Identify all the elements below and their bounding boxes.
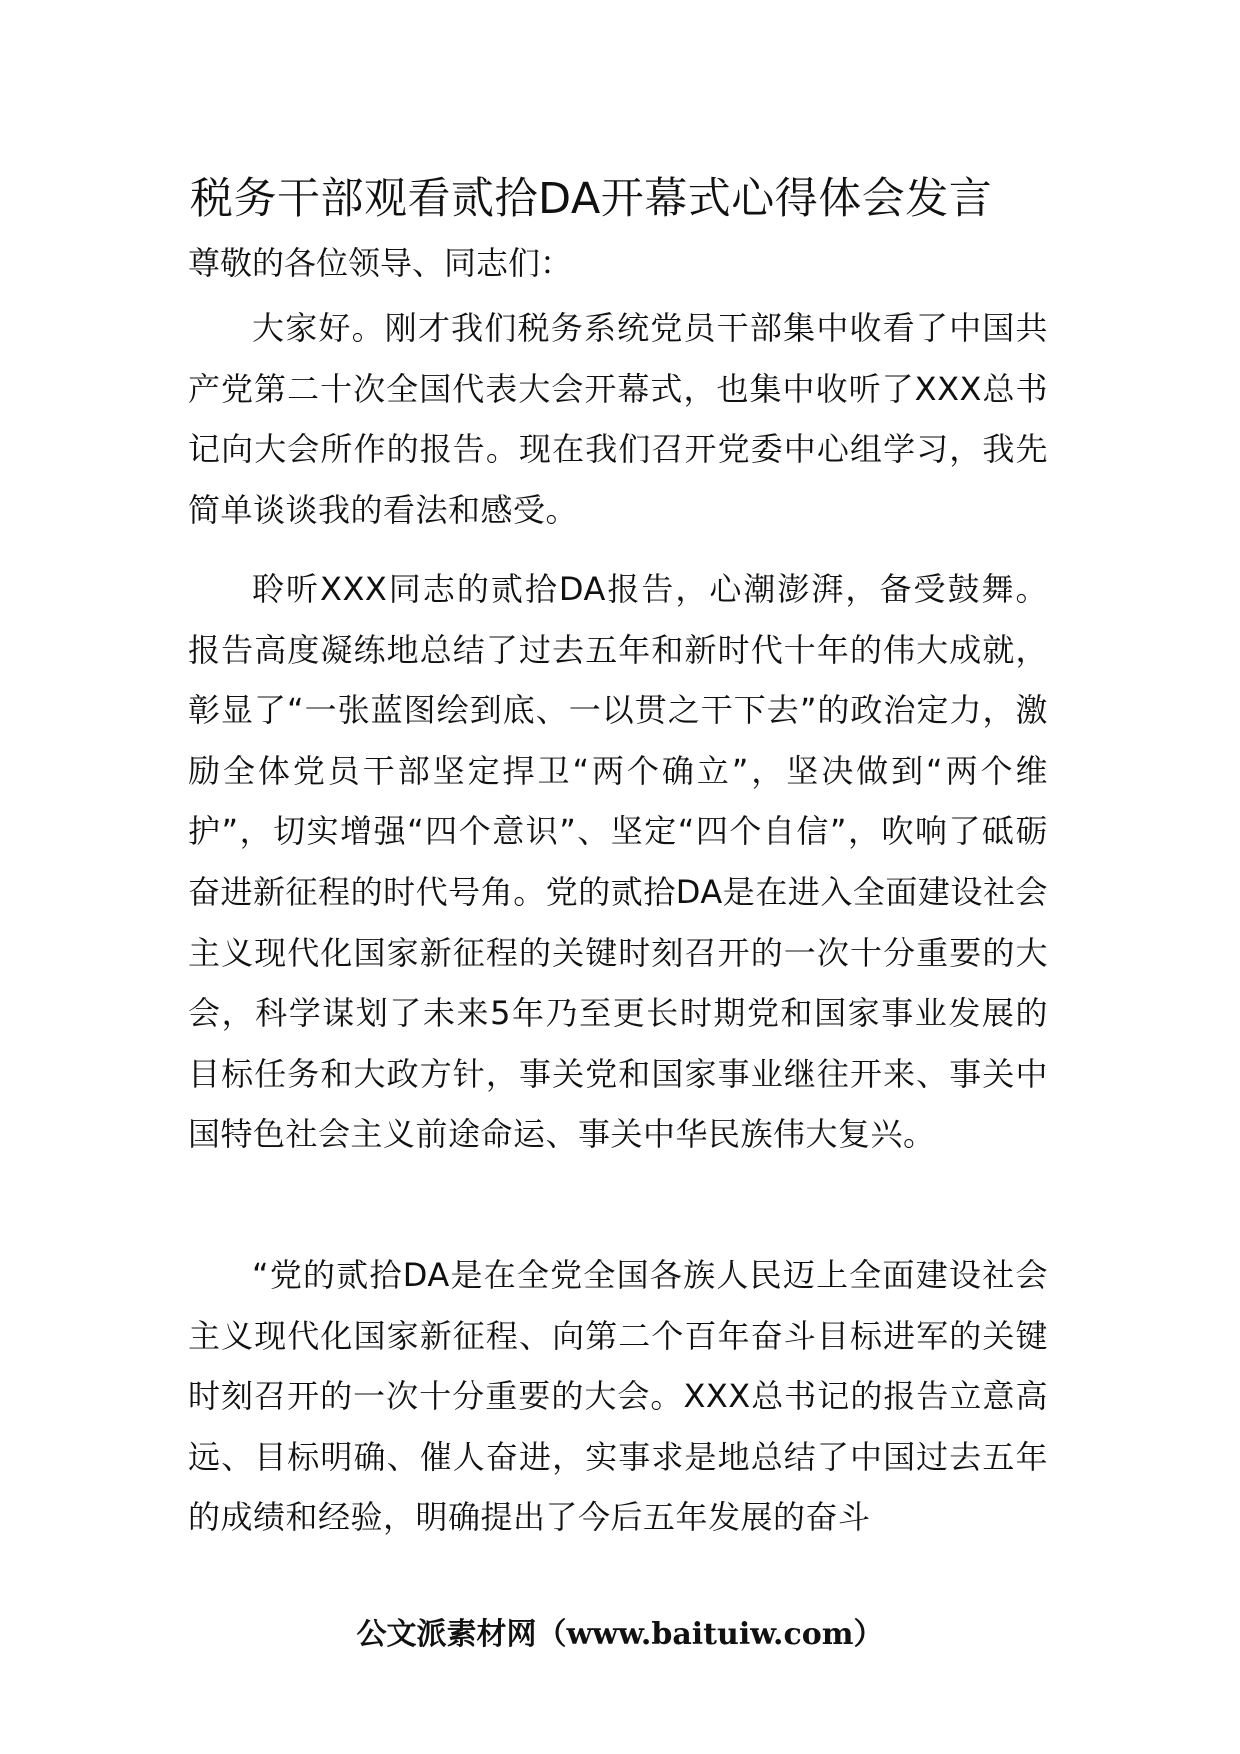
paragraph-1: 大家好。刚才我们税务系统党员干部集中收看了中国共产党第二十次全国代表大会开幕式，也集中收听了XXX总书记向大会所作的报告。现在我们召开党委中心组学习，我先简单谈谈我的看法和感受。: [188, 309, 1048, 529]
page-footer-watermark: 公文派素材网（www.baituiw.com）: [356, 1617, 884, 1652]
paragraph-2: 聆听XXX同志的贰拾DA报告，心潮澎湃，备受鼓舞。报告高度凝练地总结了过去五年和新时代十年的伟大成就，彰显了“一张蓝图绘到底、一以贯之干下去”的政治定力，激励全体党员干部坚定捍卫“两个确立”，坚决做到“两个维护”，切实增强“四个意识”、坚定“四个自信”，吹响了砥砺奋进新征程的时代号角。党的贰拾DA是在进入全面建设社会主义现代化国家新征程的关键时刻召开的一次十分重要的大会，科学谋划了未来5年乃至更长时期党和国家事业发展的目标任务和大政方针，事关党和国家事业继往开来、事关中国特色社会主义前途命运、事关中华民族伟大复兴。: [188, 570, 1048, 1154]
salutation: 尊敬的各位领导、同志们：: [188, 244, 573, 282]
paragraph-3: “党的贰拾DA是在全党全国各族人民迈上全面建设社会主义现代化国家新征程、向第二个百年奋斗目标进军的关键时刻召开的一次十分重要的大会。XXX总书记的报告立意高远、目标明确、催人奋进，实事求是地总结了中国过去五年的成绩和经验，明确提出了今后五年发展的奋斗: [188, 1256, 1048, 1537]
document-title: 税务干部观看贰拾DA开幕式心得体会发言: [190, 174, 993, 224]
